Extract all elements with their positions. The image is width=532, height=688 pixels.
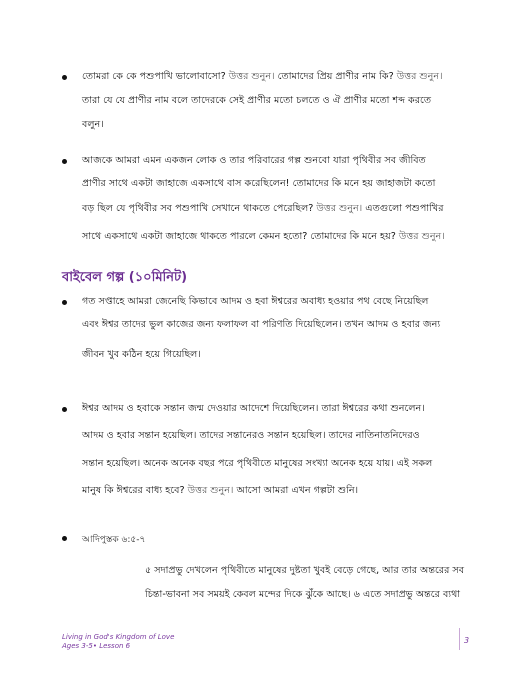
answer-prompt: উত্তর শুনুন। bbox=[187, 485, 234, 496]
list-text: বড় ছিল যে পৃথিবীর সব পশুপাখি সেখানে থাকতে পেরেছিল? bbox=[82, 203, 314, 214]
page-number: 3 bbox=[464, 636, 470, 645]
footer-subtitle: Ages 3-5• Lesson 6 bbox=[62, 642, 131, 650]
footer-title: Living in God's Kingdom of Love bbox=[62, 633, 175, 641]
list-text: সাথে একসাথে একটা জাহাজে থাকতে পারলে কেমন হতো? তোমাদের কি মনে হয়? bbox=[82, 231, 396, 242]
section-heading: বাইবেল গল্প (১০মিনিট) bbox=[62, 270, 188, 285]
bullet-dot bbox=[62, 536, 67, 541]
list-text: বলুন। bbox=[82, 119, 104, 130]
list-item bbox=[62, 154, 482, 254]
list-text: তোমাদের প্রিয় প্রাণীর নাম কি? bbox=[277, 71, 394, 82]
intro-bullet-list-2 bbox=[62, 154, 482, 254]
bullet-dot bbox=[62, 407, 67, 412]
answer-prompt: উত্তর শুনুন। bbox=[228, 71, 275, 82]
list-item bbox=[62, 532, 482, 547]
answer-prompt: উত্তর শুনুন। bbox=[396, 71, 443, 82]
story-bullet-list-2 bbox=[62, 402, 482, 508]
footer-lesson-info bbox=[62, 633, 174, 651]
bullet-dot bbox=[62, 159, 67, 164]
list-text: সন্তান হয়েছিল। অনেক অনেক বছর পরে পৃথিবীতে মানুষের সংখ্যা অনেক হয়ে যায়। এই সকল bbox=[82, 458, 433, 469]
list-text: প্রাণীর সাথে একটা জাহাজে একসাথে বাস করেছিলেন! তোমাদের কি মনে হয় জাহাজটা কতো bbox=[82, 178, 436, 189]
list-item bbox=[62, 402, 482, 508]
list-text: আজকে আমরা এমন একজন লোক ও তার পরিবারের গল্প শুনবো যারা পৃথিবীর সব জীবিত bbox=[82, 155, 426, 166]
list-item bbox=[62, 295, 482, 372]
scripture-verse bbox=[145, 564, 485, 612]
list-text: এবং ঈশ্বর তাদের ভুল কাজের জন্য ফলাফল বা পরিণতি দিয়েছিলেন। তখন আদম ও হবার জন্য bbox=[82, 319, 441, 330]
list-text: আদম ও হবার সন্তান হয়েছিল। তাদের সন্তানেরও সন্তান হয়েছিল। তাদের নাতিনাতনিদেরও bbox=[82, 430, 420, 441]
verse-text: চিন্তা-ভাবনা সব সময়ই কেবল মন্দের দিকে ঝুঁকে আছে। ৬ এতে সদাপ্রভু অন্তরে ব্যথা bbox=[145, 589, 461, 600]
list-text: জীবন খুব কঠিন হয়ে গিয়েছিল। bbox=[82, 349, 201, 360]
scripture-reference-item bbox=[62, 532, 482, 547]
verse-text: ৫ সদাপ্রভু দেখলেন পৃথিবীতে মানুষের দুষ্টতা খুবই বেড়ে গেছে, আর তার অন্তরের সব bbox=[145, 565, 465, 576]
list-text: ঈশ্বর আদম ও হবাকে সন্তান জন্ম দেওয়ার আদেশে দিয়েছিলেন। তারা ঈশ্বরের কথা শুনলেন। bbox=[82, 403, 425, 414]
list-text: তোমরা কে কে পশুপাখি ভালোবাসো? bbox=[82, 71, 226, 82]
list-text: গত সপ্তাহে আমরা জেনেছি কিভাবে আদম ও হবা ঈশ্বরের অবাধ্য হওয়ার পথ বেছে নিয়েছিল bbox=[82, 296, 429, 307]
list-text: মানুষ কি ঈশ্বরের বাধ্য হবে? bbox=[82, 485, 185, 496]
list-text: আসো আমরা এখন গল্পটা শুনি। bbox=[236, 485, 359, 496]
answer-prompt: উত্তর শুনুন। bbox=[316, 203, 363, 214]
answer-prompt: উত্তর শুনুন। bbox=[398, 231, 445, 242]
list-text: তারা যে যে প্রাণীর নাম বলে তাদেরকে সেই প্রাণীর মতো চলতে ও ঐ প্রাণীর মতো শব্দ করতে bbox=[82, 95, 432, 106]
scripture-reference: আদিপুস্তক ৬:৫-৭ bbox=[82, 535, 146, 545]
bullet-dot bbox=[62, 75, 67, 80]
footer-divider bbox=[459, 628, 460, 650]
story-bullet-list bbox=[62, 295, 482, 372]
list-item bbox=[62, 70, 482, 142]
list-text: এতগুলো পশুপাখির bbox=[365, 203, 444, 214]
bullet-dot bbox=[62, 300, 67, 305]
intro-bullet-list bbox=[62, 70, 482, 142]
